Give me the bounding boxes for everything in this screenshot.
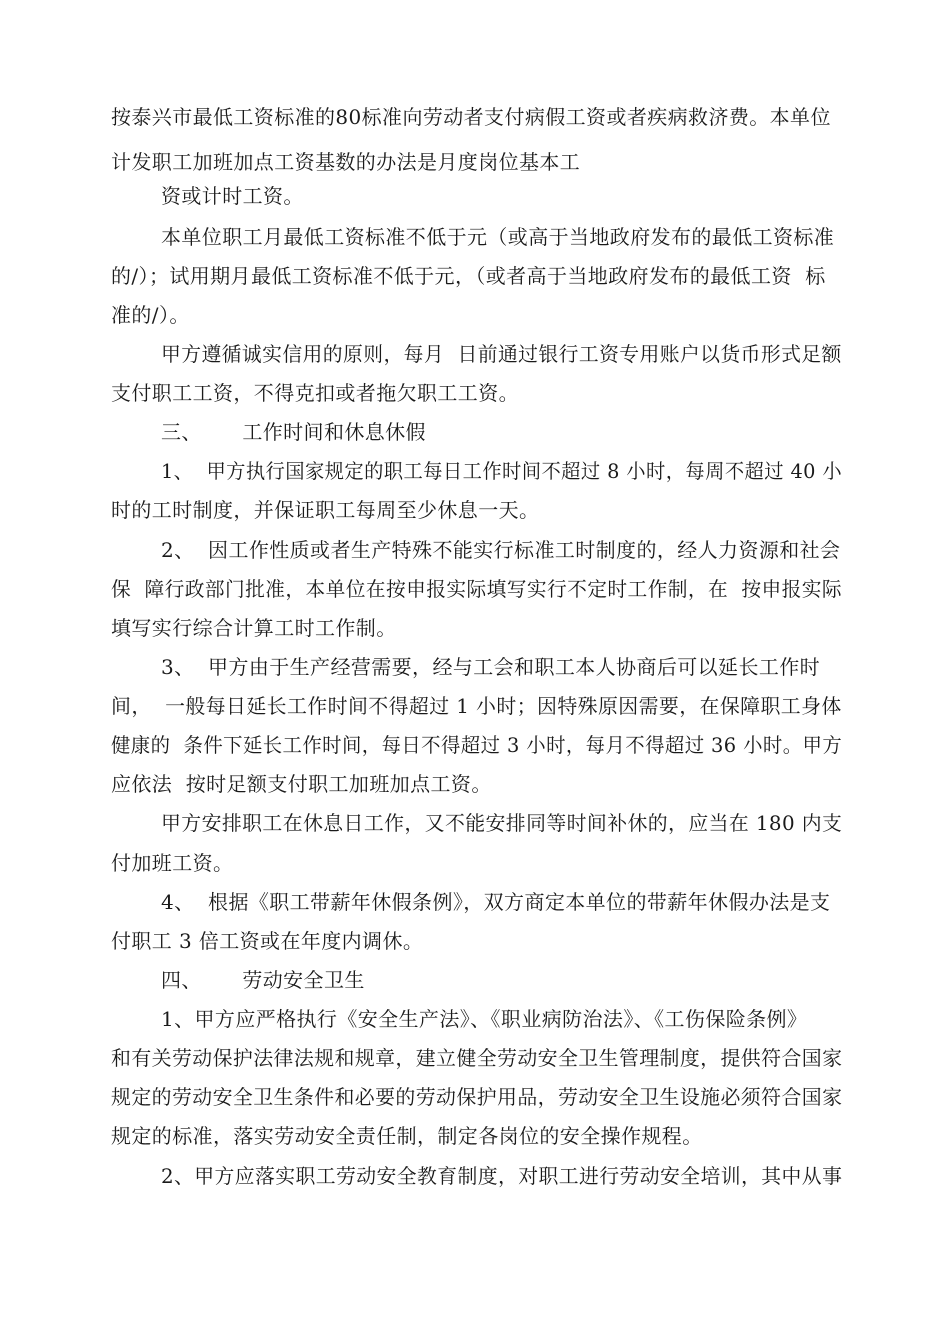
text-line: 本单位职工月最低工资标准不低于元（或高于当地政府发布的最低工资标准 <box>161 225 835 249</box>
text-line: 规定的标准，落实劳动安全责任制，制定各岗位的安全操作规程。 <box>111 1124 703 1148</box>
section-heading: 四、 劳动安全卫生 <box>161 968 365 992</box>
text-line: 4、 根据《职工带薪年休假条例》，双方商定本单位的带薪年休假办法是支 <box>161 890 831 914</box>
text-line: 甲方遵循诚实信用的原则，每月 日前通过银行工资专用账户以货币形式足额 <box>161 342 842 366</box>
text-line: 间， 一般每日延长工作时间不得超过 1 小时；因特殊原因需要，在保障职工身体 <box>111 694 842 718</box>
text-line: 3、 甲方由于生产经营需要，经与工会和职工本人协商后可以延长工作时 <box>161 655 821 679</box>
text-line: 2、 因工作性质或者生产特殊不能实行标准工时制度的，经人力资源和社会 <box>161 538 841 562</box>
text-line: 1、甲方应严格执行《安全生产法》、《职业病防治法》、《工伤保险条例》 <box>161 1007 808 1031</box>
text-line: 资或计时工资。 <box>161 184 304 208</box>
text-line: 健康的 条件下延长工作时间，每日不得超过 3 小时，每月不得超过 36 小时。甲方 <box>111 733 843 757</box>
text-line: 的/）；试用期月最低工资标准不低于元，（或者高于当地政府发布的最低工资 标 <box>111 264 826 288</box>
text-line: 按泰兴市最低工资标准的80标准向劳动者支付病假工资或者疾病救济费。本单位 <box>111 105 831 129</box>
text-line: 甲方安排职工在休息日工作，又不能安排同等时间补休的，应当在 180 内支 <box>161 811 843 835</box>
text-line: 付加班工资。 <box>111 851 234 875</box>
text-line: 规定的劳动安全卫生条件和必要的劳动保护用品，劳动安全卫生设施必须符合国家 <box>111 1085 843 1109</box>
text-line: 准的/）。 <box>111 303 190 327</box>
text-line: 1、 甲方执行国家规定的职工每日工作时间不超过 8 小时，每周不超过 40 小 <box>161 459 843 483</box>
text-line: 计发职工加班加点工资基数的办法是月度岗位基本工 <box>111 150 581 174</box>
text-line: 支付职工工资，不得克扣或者拖欠职工工资。 <box>111 381 519 405</box>
text-line: 保 障行政部门批准，本单位在按申报实际填写实行不定时工作制，在 按申报实际 <box>111 577 843 601</box>
text-line: 时的工时制度，并保证职工每周至少休息一天。 <box>111 498 540 522</box>
section-heading: 三、 工作时间和休息休假 <box>161 420 426 444</box>
text-line: 付职工 3 倍工资或在年度内调休。 <box>111 929 424 953</box>
text-line: 2、甲方应落实职工劳动安全教育制度，对职工进行劳动安全培训，其中从事 <box>161 1164 843 1188</box>
text-line: 和有关劳动保护法律法规和规章，建立健全劳动安全卫生管理制度，提供符合国家 <box>111 1046 843 1070</box>
text-line: 应依法 按时足额支付职工加班加点工资。 <box>111 772 492 796</box>
text-line: 填写实行综合计算工时工作制。 <box>111 616 397 640</box>
